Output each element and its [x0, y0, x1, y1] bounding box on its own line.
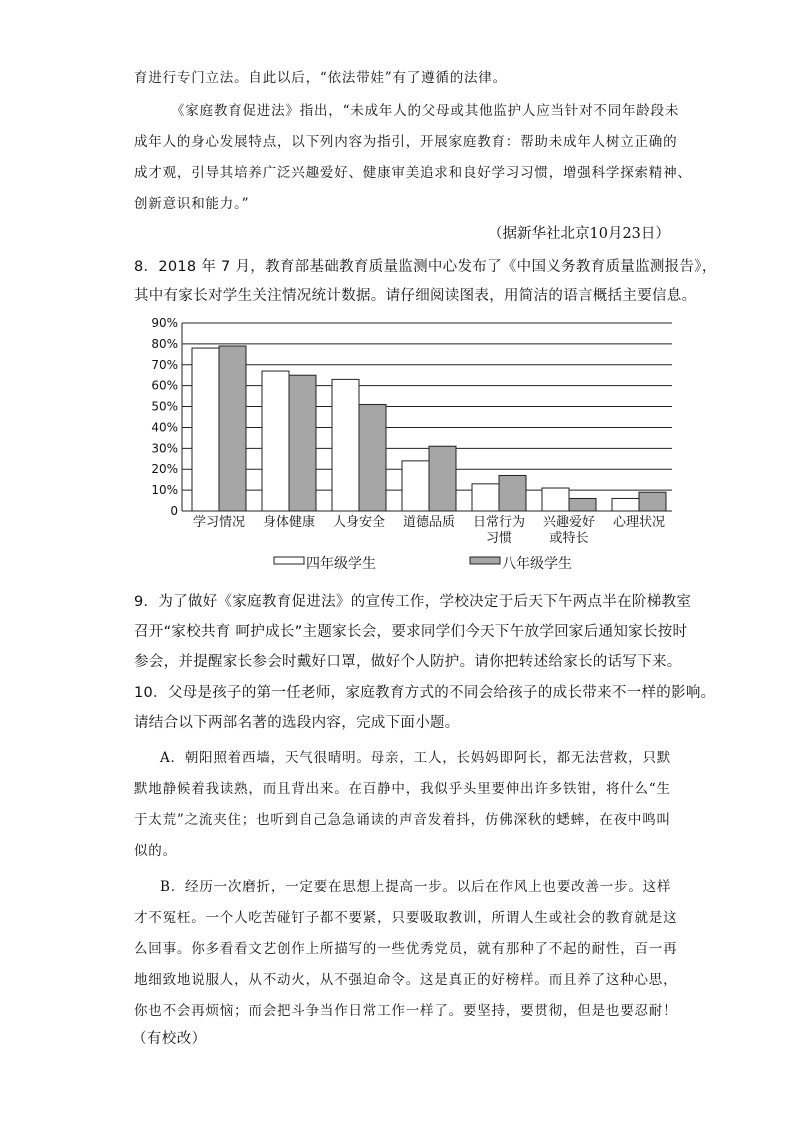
x-tick-label: 学习情况 [192, 515, 246, 530]
x-tick-label: 道德品质 [402, 515, 456, 530]
y-tick-label: 60% [151, 378, 178, 393]
q10-line-1: 10．父母是孩子的第一任老师，家庭教育方式的不同会给孩子的成长带来不一样的影响。 [134, 685, 716, 701]
passage-a-line-4: 似的。 [134, 843, 177, 859]
passage-a-line-2: 默地静候着我读熟，而且背出来。在百静中，我似乎头里要伸出许多铁钳，将什么“生 [134, 781, 671, 797]
bar-grade8 [639, 492, 666, 511]
y-tick-label: 0 [170, 504, 178, 518]
q9-line-2: 召开“家校共育 呵护成长”主题家长会，要求同学们今天下午放学回家后通知家长按时 [134, 624, 688, 640]
passage-b-line-2: 才不冤枉。一个人吃苦碰钉子都不要紧，只要吸取教训，所谓人生或社会的教育就是这 [134, 910, 678, 926]
bar-grade4 [262, 371, 289, 511]
q8-line-2: 其中有家长对学生关注情况统计数据。请仔细阅读图表，用简洁的语言概括主要信息。 [134, 288, 697, 304]
x-tick-label: 人身安全 [332, 515, 386, 530]
source-citation: （据新华社北京10月23日） [488, 226, 670, 242]
chart-bars [192, 346, 666, 511]
bar-grade8 [499, 475, 526, 511]
y-tick-label: 70% [151, 357, 178, 372]
y-tick-label: 90% [151, 316, 178, 330]
q9-line-1: 9．为了做好《家庭教育促进法》的宣传工作，学校决定于后天下午两点半在阶梯教室 [134, 594, 692, 610]
bar-grade8 [429, 446, 456, 511]
bar-chart [134, 312, 694, 577]
y-tick-label: 80% [151, 336, 178, 351]
y-tick-label: 40% [151, 420, 178, 435]
bar-grade8 [569, 498, 596, 511]
y-tick-label: 30% [151, 441, 178, 456]
bar-grade8 [219, 346, 246, 511]
y-tick-label: 50% [151, 399, 178, 414]
bar-grade4 [192, 348, 219, 511]
bar-grade4 [332, 379, 359, 511]
passage-b-line-3: 么回事。你多看看文艺创作上所描写的一些优秀党员，就有那种了不起的耐性，百一再 [134, 941, 678, 957]
x-tick-label: 或特长 [549, 531, 589, 546]
chart-x-labels [193, 514, 665, 546]
bar-grade8 [289, 375, 316, 511]
y-tick-label: 10% [151, 483, 178, 498]
intro-line-3: 成年人的身心发展特点，以下列内容为指引，开展家庭教育：帮助未成年人树立正确的 [134, 134, 678, 150]
bar-grade4 [472, 484, 499, 511]
x-tick-label: 习惯 [485, 531, 513, 546]
y-tick-label: 20% [151, 462, 178, 477]
bar-grade4 [402, 461, 429, 511]
intro-line-1: 育进行专门立法。自此以后，“依法带娃”有了遵循的法律。 [134, 70, 507, 86]
q9-line-3: 参会，并提醒家长参会时戴好口罩，做好个人防护。请你把转述给家长的话写下来。 [134, 654, 682, 670]
legend-label: 八年级学生 [502, 556, 572, 572]
passage-b-line-4: 地细致地说服人，从不动火，从不强迫命令。这是真正的好榜样。而且养了这种心思， [134, 972, 678, 988]
bar-grade4 [612, 498, 639, 511]
legend-swatch [274, 557, 304, 564]
x-tick-label: 身体健康 [262, 515, 316, 530]
x-tick-label: 兴趣爱好 [542, 515, 596, 530]
passage-a-line-3: 于太荒”之流夹住；也听到自己急急诵读的声音发着抖，仿佛深秋的蟋蟀，在夜中鸣叫 [134, 812, 671, 828]
bar-grade4 [542, 488, 569, 511]
passage-a-line-1: A．朝阳照着西墙，天气很晴明。母亲，工人，长妈妈即阿长，都无法营救，只默 [160, 750, 672, 766]
intro-line-5: 创新意识和能力。” [134, 196, 250, 212]
q8-line-1: 8．2018 年 7 月，教育部基础教育质量监测中心发布了《中国义务教育质量监测报告》， [134, 259, 717, 275]
chart-legend [274, 555, 572, 572]
intro-line-4: 成才观，引导其培养广泛兴趣爱好、健康审美追求和良好学习习惯，增强科学探索精神、 [134, 165, 692, 181]
passage-b-line-5: 你也不会再烦恼；而会把斗争当作日常工作一样了。要坚持，要贯彻，但是也要忍耐！ [134, 1003, 678, 1019]
passage-b-line-1: B．经历一次磨折，一定要在思想上提高一步。以后在作风上也要改善一步。这样 [160, 879, 672, 895]
intro-line-2: 《家庭教育促进法》指出，“未成年人的父母或其他监护人应当针对不同年龄段未 [171, 103, 680, 119]
revision-note: （有校改） [132, 1031, 207, 1047]
q10-line-2: 请结合以下两部名著的选段内容，完成下面小题。 [134, 715, 460, 731]
chart-y-ticks [151, 316, 178, 518]
x-tick-label: 心理状况 [612, 515, 666, 530]
x-tick-label: 日常行为 [472, 515, 526, 530]
legend-label: 四年级学生 [306, 556, 376, 572]
bar-grade8 [359, 404, 386, 511]
legend-swatch [470, 557, 500, 564]
